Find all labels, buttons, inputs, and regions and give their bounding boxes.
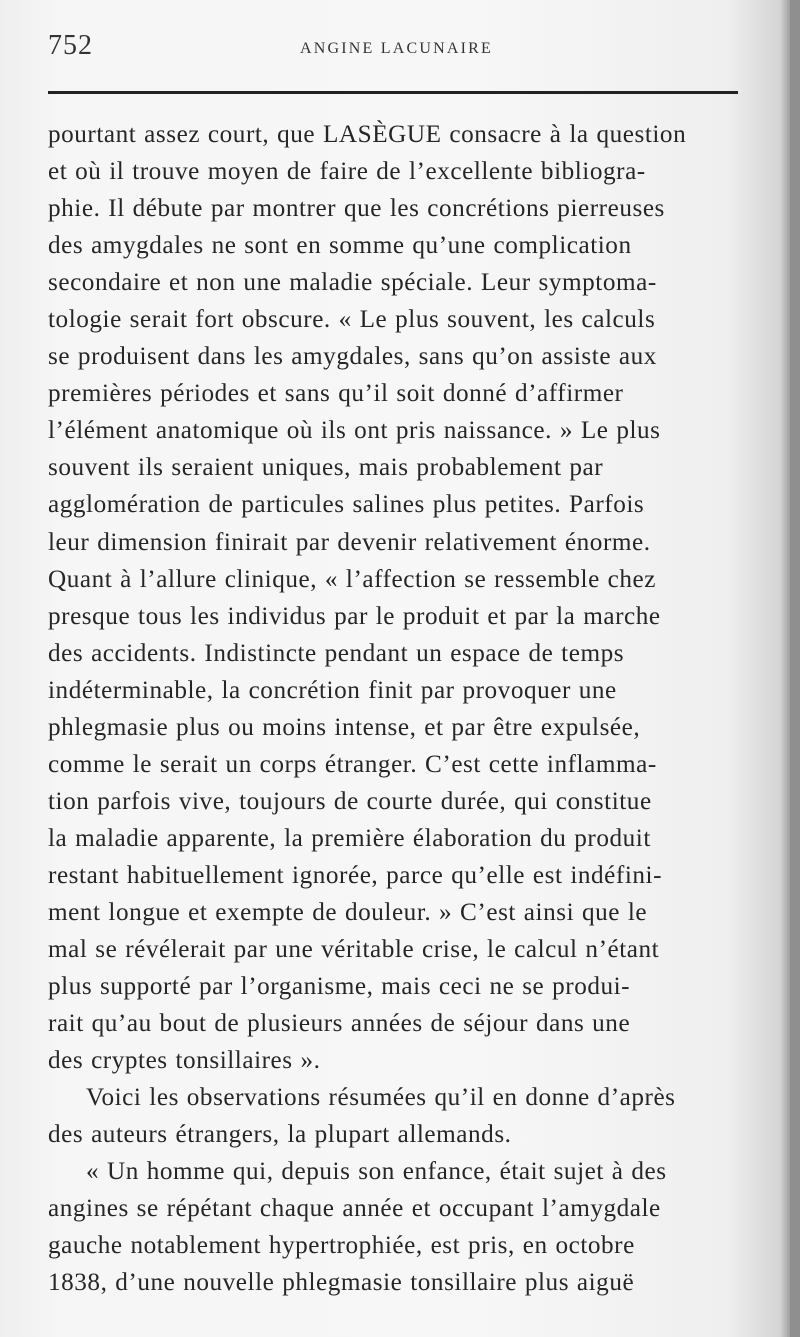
text-line: mal se révélerait par une véritable crise, le calcul n’étant — [48, 936, 660, 964]
page-number: 752 — [48, 30, 93, 61]
text-line: des auteurs étrangers, la plupart allemands. — [48, 1121, 512, 1149]
text-line: rait qu’au bout de plusieurs années de séjour dans une — [48, 1010, 631, 1038]
text-line: presque tous les individus par le produit et par la marche — [48, 602, 661, 630]
text-line: Voici les observations résumées qu’il en donne d’après — [86, 1084, 676, 1112]
page-edge-shadow — [780, 0, 790, 1337]
text-line: des amygdales ne sont en somme qu’une complication — [48, 232, 632, 260]
header-rule — [48, 91, 738, 94]
text-line: secondaire et non une maladie spéciale. Leur symptoma- — [48, 269, 657, 297]
text-line: et où il trouve moyen de faire de l’excellente bibliogra- — [48, 158, 646, 186]
text-line: indéterminable, la concrétion finit par provoquer une — [48, 676, 617, 704]
text-line: l’élément anatomique où ils ont pris naissance. » Le plus — [48, 417, 661, 445]
text-line: plus supporté par l’organisme, mais ceci ne se produi- — [48, 973, 631, 1001]
body-text — [48, 116, 753, 1302]
text-line: des cryptes tonsillaires ». — [48, 1047, 321, 1075]
text-line: leur dimension finirait par devenir relativement énorme. — [48, 528, 651, 556]
text-line: agglomération de particules salines plus petites. Parfois — [48, 491, 645, 519]
text-line: tion parfois vive, toujours de courte durée, qui constitue — [48, 787, 652, 815]
text-line: Quant à l’allure clinique, « l’affection se ressemble chez — [48, 565, 657, 593]
text-line: « Un homme qui, depuis son enfance, était sujet à des — [86, 1158, 667, 1186]
text-line: des accidents. Indistincte pendant un espace de temps — [48, 639, 625, 667]
text-line: phlegmasie plus ou moins intense, et par être expulsée, — [48, 713, 641, 741]
running-head: ANGINE LACUNAIRE — [300, 40, 493, 57]
text-line: tologie serait fort obscure. « Le plus souvent, les calculs — [48, 306, 656, 334]
text-line: la maladie apparente, la première élaboration du produit — [48, 824, 651, 852]
text-line: gauche notablement hypertrophiée, est pris, en octobre — [48, 1232, 635, 1260]
text-line: premières périodes et sans qu’il soit donné d’affirmer — [48, 380, 624, 408]
text-line: souvent ils seraient uniques, mais probablement par — [48, 454, 604, 482]
text-line: se produisent dans les amygdales, sans qu’on assiste aux — [48, 343, 657, 371]
text-line: angines se répétant chaque année et occupant l’amygdale — [48, 1195, 661, 1223]
text-line: phie. Il débute par montrer que les concrétions pierreuses — [48, 195, 665, 223]
text-line: restant habituellement ignorée, parce qu’elle est indéfini- — [48, 861, 663, 889]
text-line: 1838, d’une nouvelle phlegmasie tonsillaire plus aiguë — [48, 1269, 635, 1297]
text-line: pourtant assez court, que LASÈGUE consacre à la question — [48, 121, 687, 148]
text-line: ment longue et exempte de douleur. » C’est ainsi que le — [48, 898, 648, 926]
page-header — [48, 28, 738, 78]
text-line: comme le serait un corps étranger. C’est cette inflamma- — [48, 750, 657, 778]
